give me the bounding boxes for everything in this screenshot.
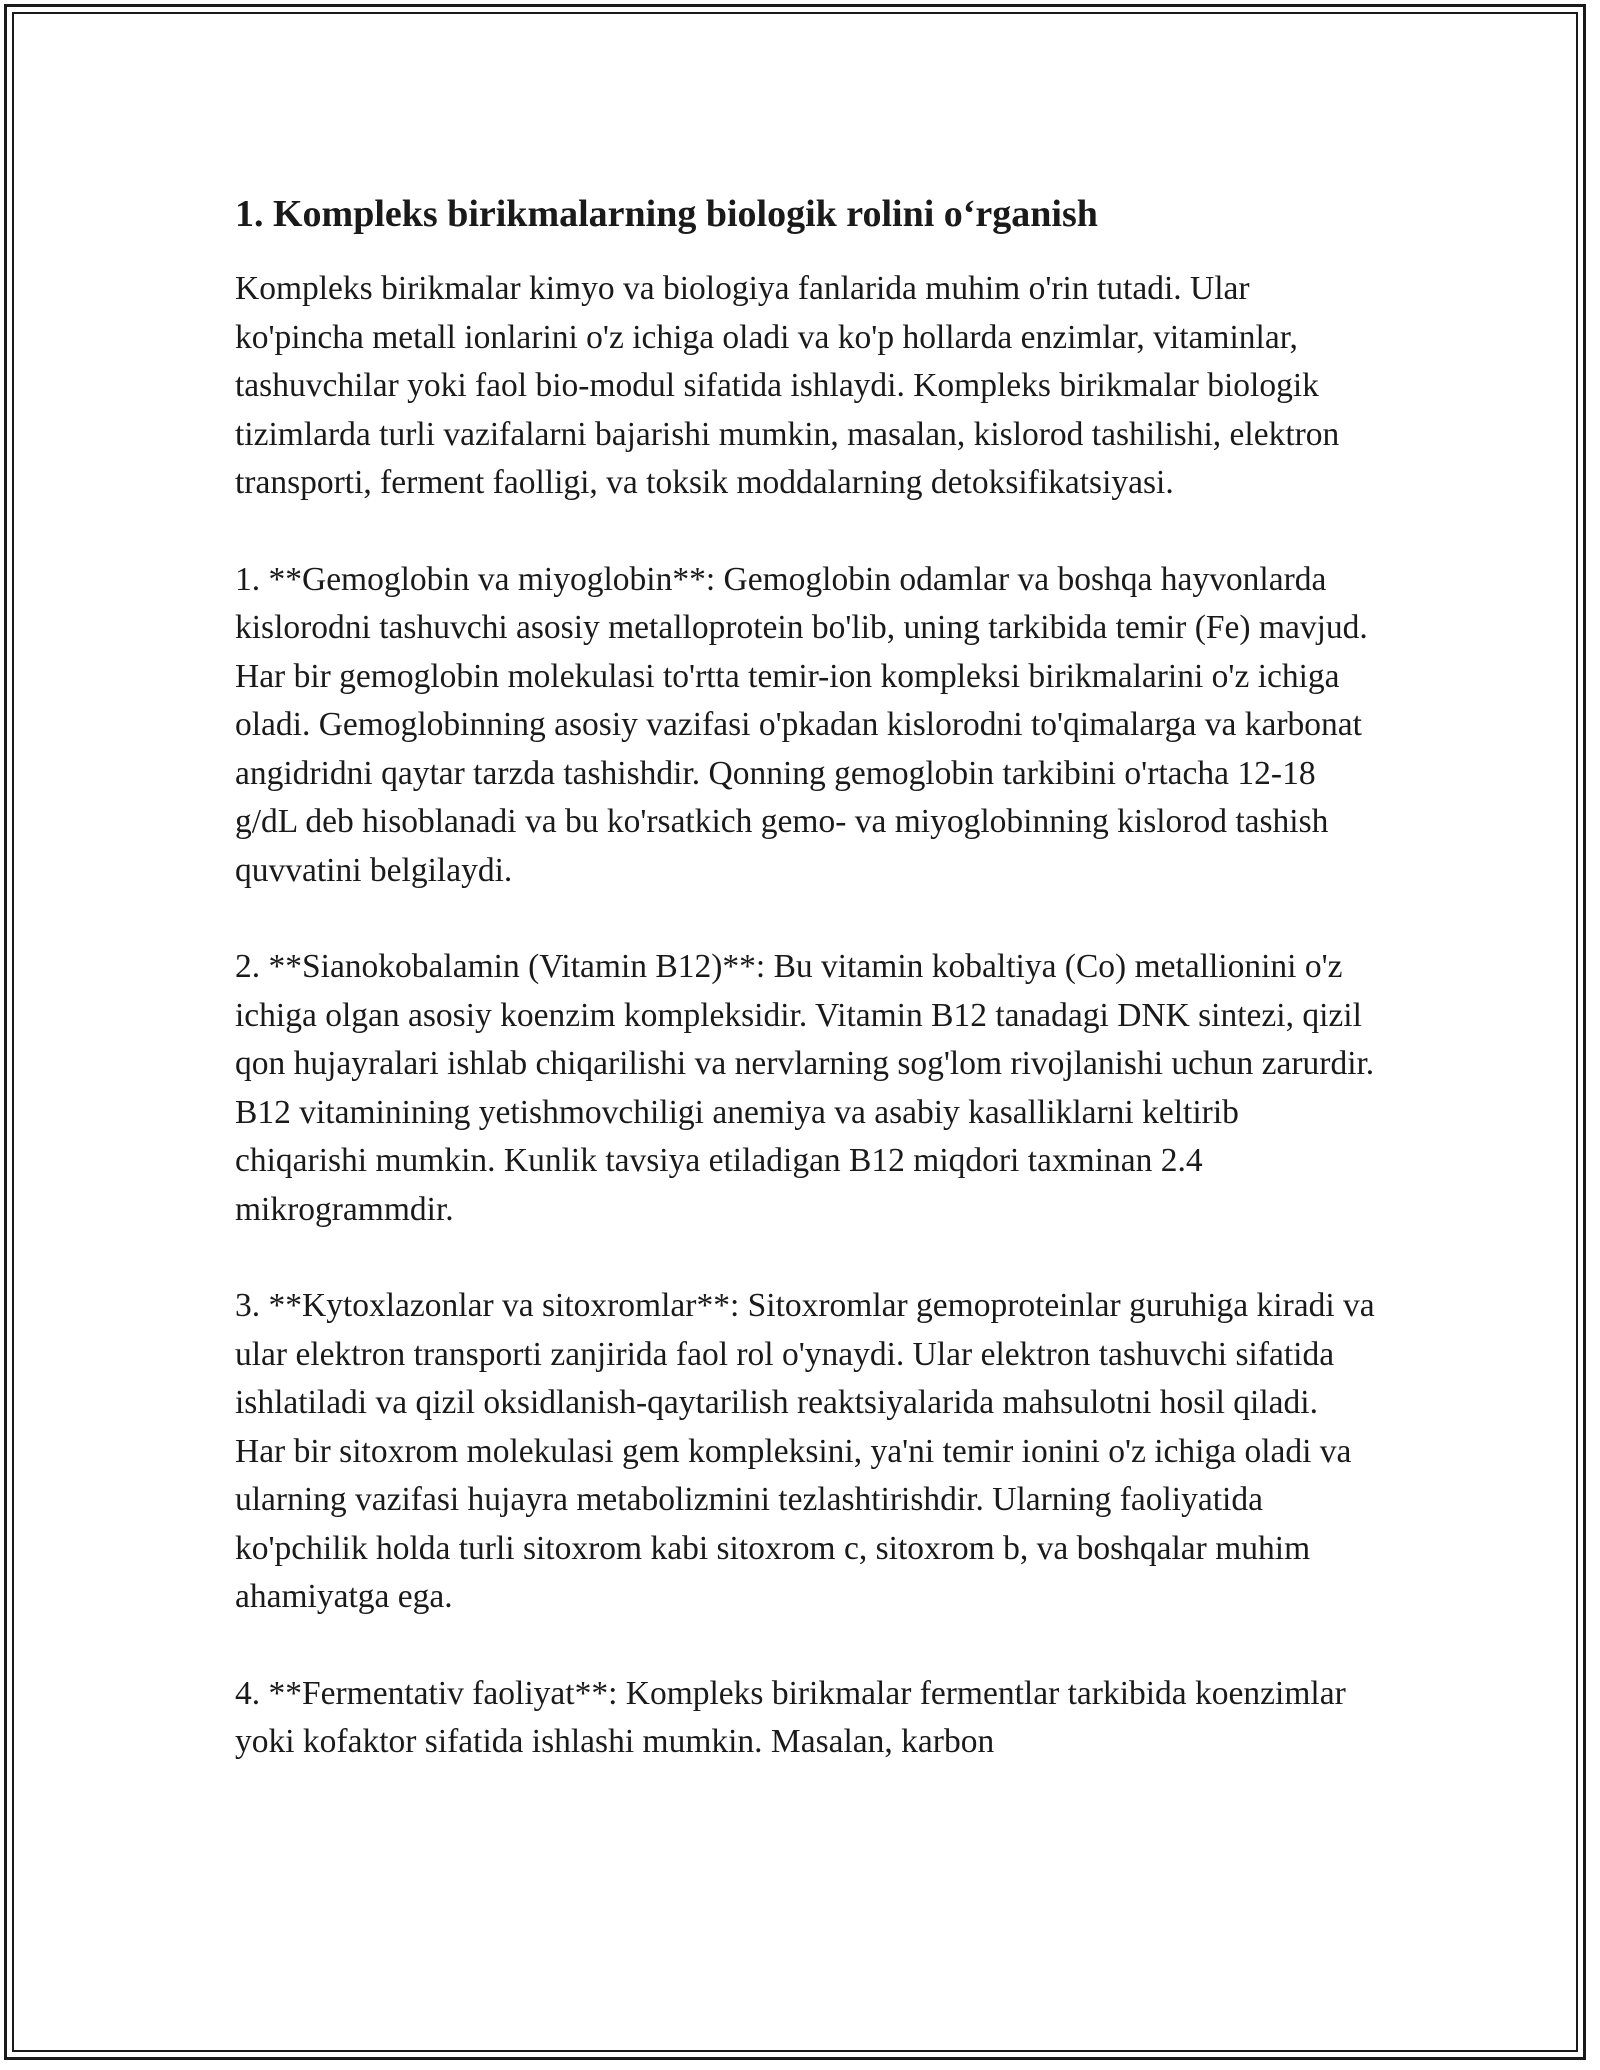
list-item-cytochromes: 3. **Kytoxlazonlar va sitoxromlar**: Sitoxromlar gemoproteinlar guruhiga kiradi va ular elektron transporti zanjirida faol rol o'ynaydi. Ular elektron tashuvchi sifatida ishlatiladi va qizil oksidlanish-qaytarilish reaktsiyalarida mahsulotni hosil qiladi. Har bir sitoxrom molekulasi gem kompleksini, ya'ni temir ionini o'z ichiga oladi va ularning vazifasi hujayra metabolizmini tezlashtirishdir. Ularning faoliyatida ko'pchilik holda turli sitoxrom kabi sitoxrom c, sitoxrom b, va boshqalar muhim ahamiyatga ega.: [235, 1287, 1375, 1615]
intro-paragraph: Kompleks birikmalar kimyo va biologiya fanlarida muhim o'rin tutadi. Ular ko'pincha metall ionlarini o'z ichiga oladi va ko'p hollarda enzimlar, vitaminlar, tashuvchilar yoki faol bio-modul sifatida ishlaydi. Kompleks birikmalar biologik tizimlarda turli vazifalarni bajarishi mumkin, masalan, kislorod tashilishi, elektron transporti, ferment faolligi, va toksik moddalarning detoksifikatsiyasi.: [235, 270, 1340, 501]
list-item-enzymatic-activity: 4. **Fermentativ faoliyat**: Kompleks birikmalar fermentlar tarkibida koenzimlar yoki kofaktor sifatida ishlashi mumkin. Masalan, karbon: [235, 1674, 1346, 1760]
list-item-hemoglobin: 1. **Gemoglobin va miyoglobin**: Gemoglobin odamlar va boshqa hayvonlarda kislorodni tashuvchi asosiy metalloprotein bo'lib, uning tarkibida temir (Fe) mavjud. Har bir gemoglobin molekulasi to'rtta temir-ion kompleksi birikmalarini o'z ichiga oladi. Gemoglobinning asosiy vazifasi o'pkadan kislorodni to'qimalarga va karbonat angidridni qaytar tarzda tashishdir. Qonning gemoglobin tarkibini o'rtacha 12-18 g/dL deb hisoblanadi va bu ko'rsatkich gemo- va miyoglobinning kislorod tashish quvvatini belgilaydi.: [235, 560, 1368, 889]
section-heading: 1. Kompleks birikmalarning biologik rolini o‘rganish: [235, 193, 1098, 235]
document-body: [235, 185, 1375, 1767]
list-item-vitamin-b12: 2. **Sianokobalamin (Vitamin B12)**: Bu vitamin kobaltiya (Co) metallionini o'z ichiga olgan asosiy koenzim kompleksidir. Vitamin B12 tanadagi DNK sintezi, qizil qon hujayralari ishlab chiqarilishi va nervlarning sog'lom rivojlanishi uchun zarurdir. B12 vitaminining yetishmovchiligi anemiya va asabiy kasalliklarni keltirib chiqarishi mumkin. Kunlik tavsiya etiladigan B12 miqdori taxminan 2.4 mikrogrammdir.: [235, 948, 1375, 1228]
